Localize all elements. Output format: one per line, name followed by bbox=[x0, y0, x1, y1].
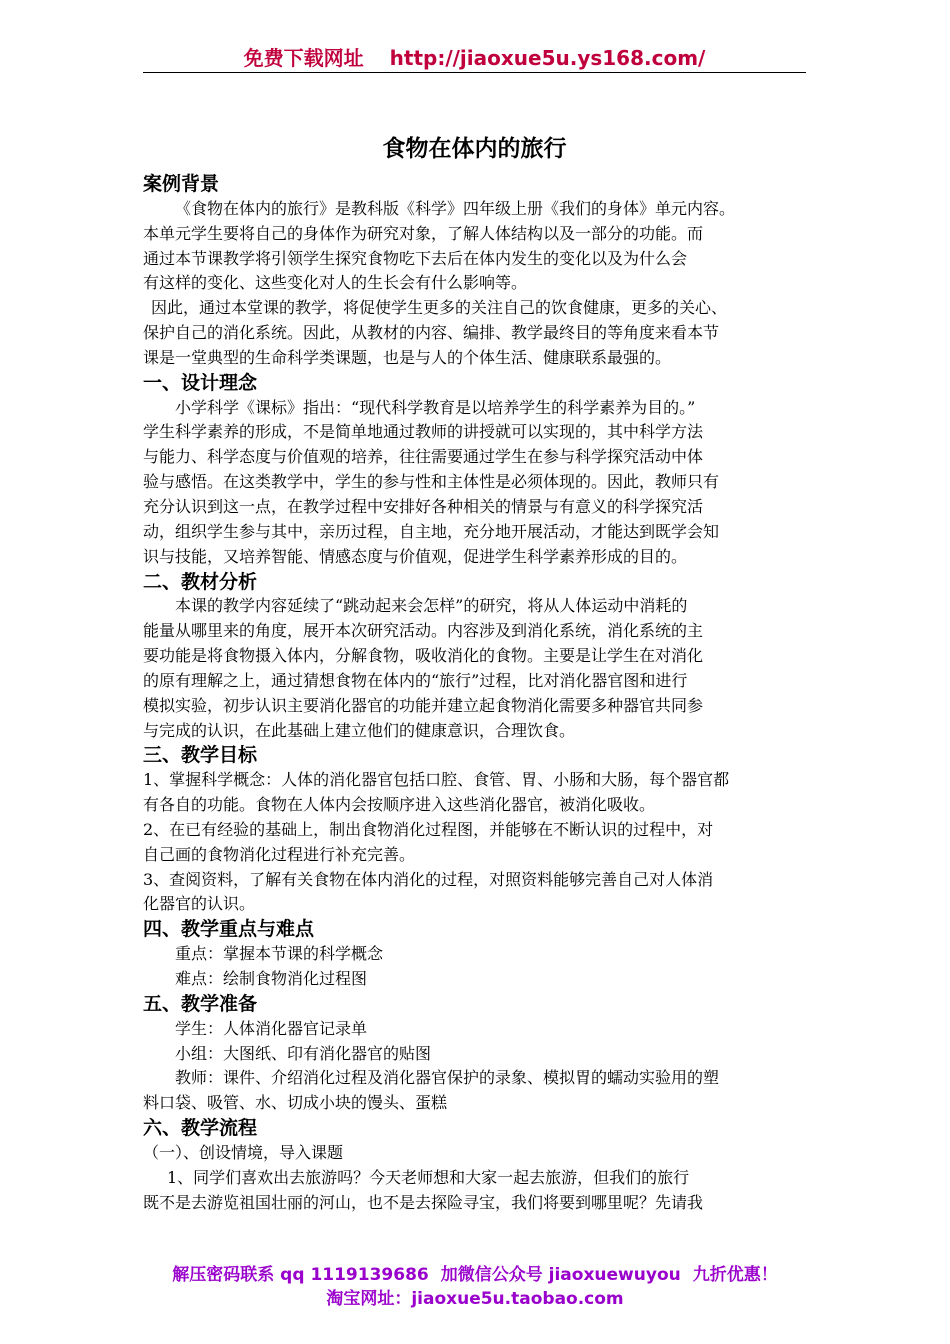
body-line: 自己画的食物消化过程进行补充完善。 bbox=[143, 844, 416, 864]
section-heading: 四、教学重点与难点 bbox=[143, 918, 315, 941]
body-line: 料口袋、吸管、水、切成小块的馒头、蛋糕 bbox=[143, 1093, 448, 1113]
body-line: 3、查阅资料，了解有关食物在体内消化的过程，对照资料能够完善自己对人体消 bbox=[143, 869, 714, 889]
body-line: 本单元学生要将自己的身体作为研究对象，了解人体结构以及一部分的功能。而 bbox=[143, 223, 704, 243]
body-line: 教师：课件、介绍消化过程及消化器官保护的录象、模拟胃的蠕动实验用的塑 bbox=[175, 1068, 720, 1088]
body-line: 1、掌握科学概念：人体的消化器官包括口腔、食管、胃、小肠和大肠，每个器官都 bbox=[143, 770, 730, 790]
section-heading: 五、教学准备 bbox=[143, 992, 258, 1015]
body-line: 《食物在体内的旅行》是教科版《科学》四年级上册《我们的身体》单元内容。 bbox=[175, 198, 736, 218]
body-line: 模拟实验，初步认识主要消化器官的功能并建立起食物消化需要多种器官共同参 bbox=[143, 695, 704, 715]
body-line: 1、同学们喜欢出去旅游吗？今天老师想和大家一起去旅游，但我们的旅行 bbox=[167, 1167, 690, 1187]
body-line: 的原有理解之上，通过猜想食物在体内的“旅行”过程，比对消化器官图和进行 bbox=[143, 670, 688, 690]
body-line: 小学科学《课标》指出：“现代科学教育是以培养学生的科学素养为目的。” bbox=[175, 397, 696, 417]
body-line: 课是一堂典型的生命科学类课题，也是与人的个体生活、健康联系最强的。 bbox=[143, 347, 672, 367]
body-line: 有这样的变化、这些变化对人的生长会有什么影响等。 bbox=[143, 273, 528, 293]
body-line: 与完成的认识，在此基础上建立他们的健康意识，合理饮食。 bbox=[143, 720, 576, 740]
body-line: 有各自的功能。食物在人体内会按顺序进入这些消化器官，被消化吸收。 bbox=[143, 795, 656, 815]
body-line: 因此，通过本堂课的教学，将促使学生更多的关注自己的饮食健康，更多的关心、 bbox=[151, 298, 728, 318]
page-footer bbox=[0, 1263, 950, 1311]
body-line: 小组：大图纸、印有消化器官的贴图 bbox=[175, 1043, 432, 1063]
footer-discount: 九折优惠！ bbox=[692, 1265, 778, 1285]
body-line: 保护自己的消化系统。因此，从教材的内容、编排、教学最终目的等角度来看本节 bbox=[143, 323, 720, 343]
document-body bbox=[143, 172, 811, 1215]
header-url-link[interactable]: http://jiaoxue5u.ys168.com/ bbox=[389, 46, 706, 70]
body-line: 重点：掌握本节课的科学概念 bbox=[175, 944, 384, 964]
footer-line-contact bbox=[0, 1263, 950, 1287]
body-line: 动，组织学生参与其中，亲历过程，自主地，充分地开展活动，才能达到既学会知 bbox=[143, 521, 720, 541]
body-line: 识与技能，又培养智能、情感态度与价值观，促进学生科学素养形成的目的。 bbox=[143, 546, 688, 566]
body-line: 本课的教学内容延续了“跳动起来会怎样”的研究，将从人体运动中消耗的 bbox=[175, 596, 688, 616]
body-line: 验与感悟。在这类教学中，学生的参与性和主体性是必须体现的。因此，教师只有 bbox=[143, 472, 720, 492]
body-line: 要功能是将食物摄入体内，分解食物，吸收消化的食物。主要是让学生在对消化 bbox=[143, 646, 704, 666]
section-heading: 案例背景 bbox=[143, 173, 220, 195]
header-label: 免费下载网址 bbox=[243, 46, 364, 70]
footer-wechat: 加微信公众号 jiaoxuewuyou bbox=[440, 1265, 681, 1285]
body-line: 通过本节课教学将引领学生探究食物吃下去后在体内发生的变化以及为什么会 bbox=[143, 248, 688, 268]
body-line: （一）、创设情境，导入课题 bbox=[143, 1142, 344, 1162]
body-line: 难点：绘制食物消化过程图 bbox=[175, 969, 368, 988]
body-line: 与能力、科学态度与价值观的培养，往往需要通过学生在参与科学探究活动中体 bbox=[143, 447, 704, 467]
body-line: 既不是去游览祖国壮丽的河山，也不是去探险寻宝，我们将要到哪里呢？先请我 bbox=[143, 1192, 704, 1212]
body-line: 学生科学素养的形成，不是简单地通过教师的讲授就可以实现的，其中科学方法 bbox=[143, 422, 704, 442]
body-line: 化器官的认识。 bbox=[143, 894, 256, 914]
body-line: 能量从哪里来的角度，展开本次研究活动。内容涉及到消化系统，消化系统的主 bbox=[143, 621, 704, 641]
body-line: 2、在已有经验的基础上，制出食物消化过程图，并能够在不断认识的过程中，对 bbox=[143, 819, 714, 839]
section-heading: 一、设计理念 bbox=[143, 371, 258, 394]
section-heading: 六、教学流程 bbox=[143, 1117, 258, 1140]
page-header bbox=[143, 44, 806, 73]
section-heading: 二、教材分析 bbox=[143, 570, 258, 593]
document-title: 食物在体内的旅行 bbox=[382, 136, 567, 162]
body-line: 学生：人体消化器官记录单 bbox=[175, 1018, 368, 1038]
body-line: 充分认识到这一点，在教学过程中安排好各种相关的情景与有意义的科学探究活 bbox=[143, 496, 704, 516]
section-heading: 三、教学目标 bbox=[143, 744, 258, 767]
footer-contact: 解压密码联系 qq 1119139686 bbox=[172, 1265, 429, 1285]
footer-taobao-link[interactable]: 淘宝网址：jiaoxue5u.taobao.com bbox=[326, 1289, 624, 1309]
